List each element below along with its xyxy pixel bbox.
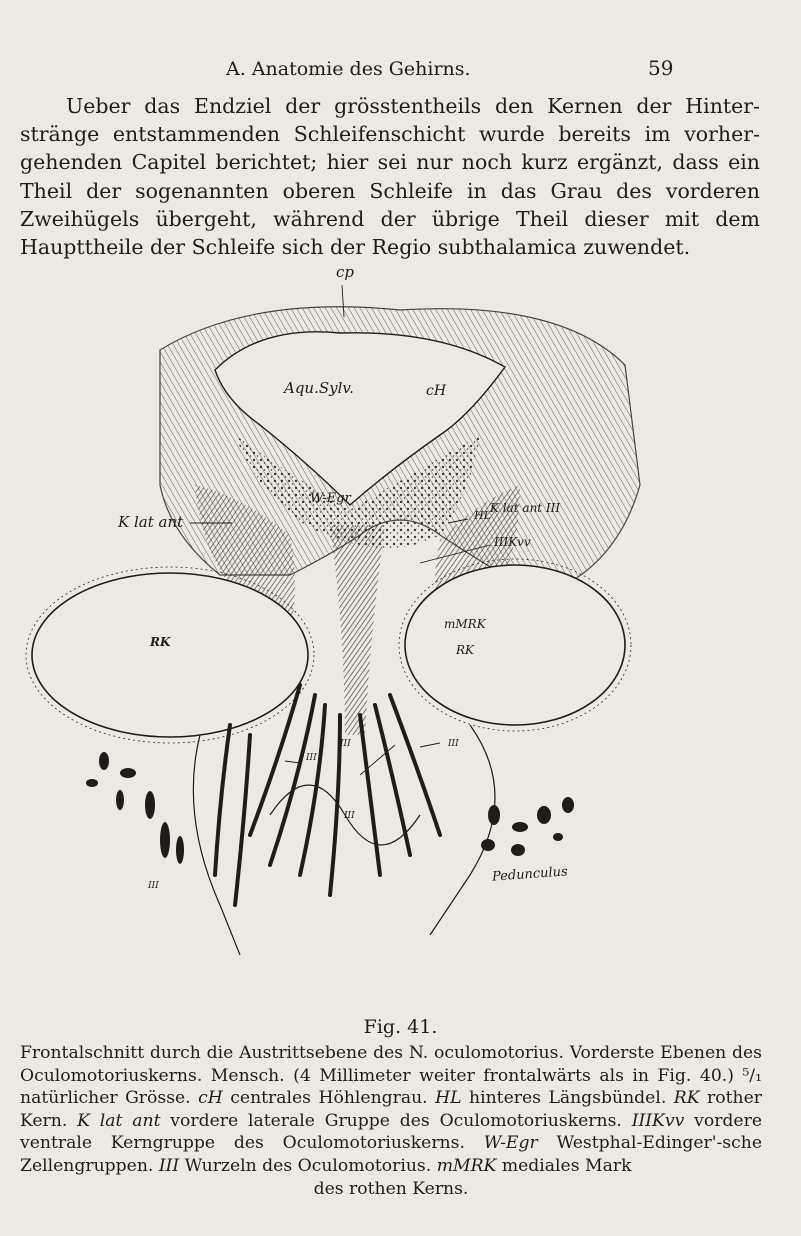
label-cH: cH [426,383,447,399]
caption-text: hinteres Längsbündel. [461,1088,674,1109]
caption-last-line: des rothen Kerns. [313,1178,469,1199]
root-bundles-left [86,752,184,864]
red-nucleus-right [405,565,625,725]
label-RK-right: RK [456,643,474,657]
label-III-b: III [448,739,459,749]
brain-section-illustration [0,255,801,1025]
caption-text: rother Kern. [20,1088,762,1131]
page-number: 59 [648,56,674,80]
figure-number: Fig. 41. [363,1016,438,1038]
caption-text: mediales Mark [496,1155,632,1176]
label-K-lat-ant-left: K lat ant [118,513,184,531]
running-title: A. Anatomie des Gehirns. [226,58,471,80]
caption-text: vordere ventrale Kerngruppe des Oculomotoriuskerns. [20,1110,762,1154]
caption-abbr: RK [673,1088,700,1109]
caption-abbr: HL [435,1088,462,1109]
label-III-c: III [306,753,317,763]
label-aqu-sylv: Aqu.Sylv. [284,379,354,397]
caption-text: Westphal-Edinger'-sche Zellengruppen. [20,1133,762,1176]
caption-abbr: III [158,1155,180,1176]
caption-text: Frontalschnitt durch die Austrittsebene des N. oculomotorius. Vorderste Ebenen des Oculomotoriuskerns. Mensch. (4 Millimeter weiter frontalwärts als in Fig. 40.) ⁵/₁ natürlicher Grösse. [20,1043,762,1109]
caption-text: Wurzeln des Oculomotorius. [179,1155,437,1176]
figure-caption [20,1042,762,1200]
caption-abbr: W-Egr [483,1133,538,1154]
figure-41 [0,255,801,1025]
label-K-lat-ant-right: K lat ant III [490,501,561,515]
raphe [330,525,385,735]
label-RK-left: RK [150,635,171,649]
label-III-e: III [148,881,159,891]
label-HL: HL [474,509,491,522]
running-header [0,58,801,86]
label-pedunculus: Pedunculus [491,864,569,885]
caption-text: vordere laterale Gruppe des Oculomotoriuskerns. [160,1110,632,1131]
label-IIIKvv: IIIKvv [494,535,531,549]
red-nucleus-left [32,573,308,737]
body-paragraph: Ueber das Endziel der grösstentheils den Kernen der Hinter-stränge entstammenden Schleifenschicht wurde bereits im vorher-gehenden Capitel berichtet; hier sei nur noch kurz ergänzt, dass ein Theil der sogenannten oberen Schleife in das Grau des vorderen Zweihügels übergeht, während der übrige Theil dieser mit dem Haupttheile der Schleife sich der Regio subthalamica zuwendet. [20,94,760,260]
body-text [20,92,760,261]
caption-text: centrales Höhlengrau. [222,1088,436,1109]
caption-abbr: cH [198,1088,223,1109]
label-III-d: III [344,811,355,821]
label-mMRK: mMRK [444,617,486,631]
label-cp: cp [336,263,355,281]
caption-abbr: mMRK [436,1155,497,1176]
label-III-a: III [340,739,351,749]
caption-abbr: K lat ant [77,1110,161,1131]
caption-abbr: IIIKvv [631,1110,685,1131]
root-bundles-right [481,797,574,856]
label-W-Egr: W-Egr [310,491,351,506]
peduncle-outline [193,725,495,955]
